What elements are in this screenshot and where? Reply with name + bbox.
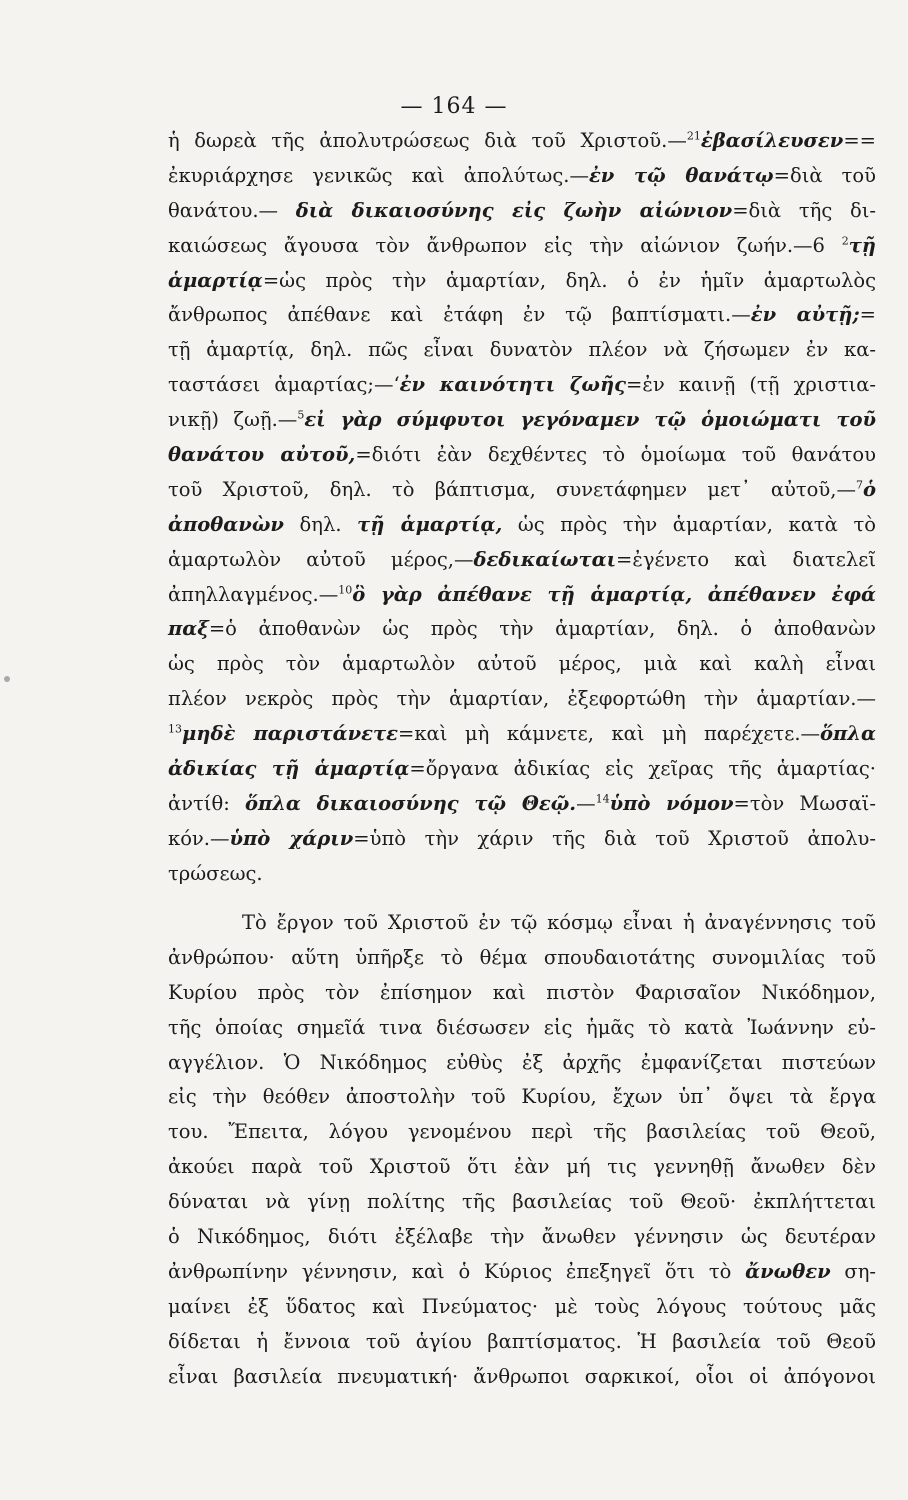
text-run: =καὶ μὴ κάμνετε, καὶ μὴ παρέχετε.— xyxy=(398,722,821,746)
body-line xyxy=(168,1011,876,1046)
emphasized-term: εἰ γὰρ σύμφυτοι γεγόναμεν τῷ ὁμοιώματι τοῦ xyxy=(304,408,876,432)
text-run: =ἐν καινῇ (τῇ χριστια- xyxy=(626,373,876,397)
text-run: == xyxy=(843,129,876,152)
emphasized-term: ὅπλα δικαιοσύνης τῷ Θεῷ. xyxy=(244,791,577,815)
text-run: =διὰ τῆς δι- xyxy=(732,198,876,222)
emphasized-term: ὑπὸ χάριν xyxy=(229,826,354,850)
body-line xyxy=(168,1290,876,1325)
note-line xyxy=(168,543,876,578)
note-line xyxy=(168,229,876,264)
text-run: =διότι ἐὰν δεχθέντες τὸ ὁμοίωμα τοῦ θανάτου xyxy=(355,443,876,467)
text-run: ἀνθρωπίνην γέννησιν, καὶ ὁ Κύριος ἐπεξηγεῖ ὅτι τὸ xyxy=(168,1259,746,1283)
emphasized-term: ὃ γὰρ ἀπέθανε τῇ ἁμαρτίᾳ, ἀπέθανεν ἐφά xyxy=(352,582,876,606)
verse-number: 13 xyxy=(168,722,182,736)
emphasized-term: ἐν αὐτῇ; xyxy=(750,303,860,327)
text-run: καιώσεως ἄγουσα τὸν ἄνθρωπον εἰς τὴν αἰώνιον ζωήν.—6 xyxy=(168,233,842,257)
emphasized-term: παξ xyxy=(168,617,209,641)
note-line xyxy=(168,752,876,787)
text-run: — xyxy=(576,791,596,815)
text-run: εἰς τὴν θεόθεν ἀποστολὴν τοῦ Κυρίου, ἔχων ὑπ᾽ ὄψει τὰ ἔργα xyxy=(168,1085,876,1109)
note-line xyxy=(168,124,876,159)
body-line xyxy=(168,1185,876,1220)
text-run: =διὰ τοῦ xyxy=(773,163,876,187)
verse-number: 21 xyxy=(686,129,701,143)
text-run: ὡς πρὸς τὸν ἁμαρτωλὸν αὐτοῦ μέρος, μιὰ καὶ καλὴ εἶναι xyxy=(168,652,876,676)
text-run: τρώσεως. xyxy=(168,861,263,885)
note-line xyxy=(168,438,876,473)
text-run: =ὡς πρὸς τὴν ἁμαρτίαν, δηλ. ὁ ἐν ἡμῖν ἁμαρτωλὸς xyxy=(262,268,876,292)
note-line xyxy=(168,403,876,438)
text-run: πλέον νεκρὸς πρὸς τὴν ἁμαρτίαν, ἐξεφορτώθη τὴν ἁμαρτίαν.— xyxy=(168,687,876,711)
emphasized-term: ἀδικίας τῇ ἁμαρτίᾳ xyxy=(168,757,410,781)
note-line xyxy=(168,159,876,194)
body-line xyxy=(168,1220,876,1255)
body-line xyxy=(168,1150,876,1185)
note-line xyxy=(168,194,876,229)
text-run: θανάτου.— xyxy=(168,198,296,222)
text-run: ταστάσει ἁμαρτίας;—‘ xyxy=(168,373,400,397)
body-line xyxy=(168,906,876,941)
emphasized-term: ὑπὸ νόμον xyxy=(609,791,734,815)
text-run: αγγέλιον. Ὁ Νικόδημος εὐθὺς ἐξ ἀρχῆς ἐμφανίζεται πιστεύων xyxy=(168,1050,876,1074)
note-line xyxy=(168,264,876,299)
emphasized-term: τῇ ἁμαρτίᾳ, xyxy=(357,512,503,536)
emphasized-term: ἐβασίλευσεν xyxy=(700,129,844,152)
text-run: =ὄργανα ἀδικίας εἰς χεῖρας τῆς ἁμαρτίας· xyxy=(409,757,877,781)
body-line xyxy=(168,1255,876,1290)
body-line xyxy=(168,1325,876,1360)
text-run: Κυρίου πρὸς τὸν ἐπίσημον καὶ πιστὸν Φαρισαῖον Νικόδημον, xyxy=(168,980,876,1004)
body-line xyxy=(168,1360,876,1395)
page-number: — 164 — xyxy=(400,94,508,119)
note-line xyxy=(168,368,876,403)
text-run: = xyxy=(859,303,876,327)
emphasized-term: ὅπλα xyxy=(820,722,876,746)
note-line xyxy=(168,298,876,333)
text-run: τῆς ὁποίας σημεῖά τινα διέσωσεν εἰς ἡμᾶς τὸ κατὰ Ἰωάννην εὐ- xyxy=(168,1015,876,1039)
text-run: ἀνθρώπου· αὕτη ὑπῆρξε τὸ θέμα σπουδαιοτάτης συνομιλίας τοῦ xyxy=(168,945,876,969)
note-line xyxy=(168,717,876,752)
text-run: τοῦ Χριστοῦ, δηλ. τὸ βάπτισμα, συνετάφημεν μετ᾽ αὐτοῦ,— xyxy=(168,477,856,501)
text-run: Τὸ ἔργον τοῦ Χριστοῦ ἐν τῷ κόσμῳ εἶναι ἡ ἀναγέννησις τοῦ xyxy=(242,911,876,934)
text-run: ὡς πρὸς τὴν ἁμαρτίαν, κατὰ τὸ xyxy=(502,512,876,536)
text-run: ση- xyxy=(830,1259,876,1283)
text-run: ἀπηλλαγμένος.— xyxy=(168,582,339,606)
ink-blot xyxy=(4,676,10,682)
note-line xyxy=(168,508,876,543)
body-line xyxy=(168,1046,876,1081)
text-run: =ὁ ἀποθανὼν ὡς πρὸς τὴν ἁμαρτίαν, δηλ. ὁ ἀποθανὼν xyxy=(208,617,876,641)
note-line xyxy=(168,822,876,857)
note-line xyxy=(168,578,876,613)
body-line xyxy=(168,976,876,1011)
emphasized-term: διὰ δικαιοσύνης εἰς ζωὴν αἰώνιον xyxy=(295,198,733,222)
note-line xyxy=(168,857,876,892)
text-run: ἡ δωρεὰ τῆς ἀπολυτρώσεως διὰ τοῦ Χριστοῦ.— xyxy=(168,129,687,152)
text-run: ἐκυριάρχησε γενικῶς καὶ ἀπολύτως.— xyxy=(168,163,589,187)
text-run: εἶναι βασιλεία πνευματική· ἄνθρωποι σαρκικοί, οἷοι οἱ ἀπόγονοι xyxy=(168,1364,876,1388)
emphasized-term: μηδὲ παριστάνετε xyxy=(182,722,399,746)
text-run: =ὑπὸ τὴν χάριν τῆς διὰ τοῦ Χριστοῦ ἀπολυ- xyxy=(353,826,876,850)
emphasized-term: ἁμαρτίᾳ xyxy=(168,268,263,292)
text-run: =ἐγένετο καὶ διατελεῖ xyxy=(616,547,877,571)
emphasized-term: θανάτου αὐτοῦ, xyxy=(168,443,356,467)
emphasized-term: ἀποθανὼν xyxy=(168,512,284,536)
body-line xyxy=(168,1080,876,1115)
verse-number: 2 xyxy=(841,234,849,248)
text-run: μαίνει ἐξ ὕδατος καὶ Πνεύματος· μὲ τοὺς λόγους τούτους μᾶς xyxy=(168,1294,876,1318)
emphasized-term: ἄνωθεν xyxy=(745,1259,831,1283)
text-run: ἀντίθ: xyxy=(168,791,245,815)
text-run: του. Ἔπειτα, λόγου γενομένου περὶ τῆς βασιλείας τοῦ Θεοῦ, xyxy=(168,1120,876,1144)
commentary-notes xyxy=(168,124,876,892)
note-line xyxy=(168,333,876,368)
text-run: ἀκούει παρὰ τοῦ Χριστοῦ ὅτι ἐὰν μή τις γεννηθῇ ἄνωθεν δὲν xyxy=(168,1155,876,1179)
verse-number: 10 xyxy=(338,583,353,597)
emphasized-term: ὁ xyxy=(862,477,876,501)
note-line xyxy=(168,682,876,717)
text-run: δίδεται ἡ ἔννοια τοῦ ἁγίου βαπτίσματος. Ἡ βασιλεία τοῦ Θεοῦ xyxy=(168,1329,876,1353)
emphasized-term: ἐν καινότητι ζωῆς xyxy=(399,373,627,397)
text-run: τῇ ἁμαρτίᾳ, δηλ. πῶς εἶναι δυνατὸν πλέον νὰ ζήσωμεν ἐν κα- xyxy=(168,338,876,362)
body-line xyxy=(168,1115,876,1150)
text-run: ἄνθρωπος ἀπέθανε καὶ ἐτάφη ἐν τῷ βαπτίσματι.— xyxy=(168,303,751,327)
note-line xyxy=(168,473,876,508)
text-run: ἁμαρτωλὸν αὐτοῦ μέρος,— xyxy=(168,547,474,571)
text-run: δηλ. xyxy=(283,512,358,536)
emphasized-term: τῇ xyxy=(848,233,876,257)
note-line xyxy=(168,612,876,647)
verse-number: 5 xyxy=(297,408,305,422)
text-run: νικῇ) ζωῇ.— xyxy=(168,408,298,432)
text-run: =τὸν Μωσαϊ- xyxy=(733,791,876,815)
body-paragraph xyxy=(168,906,876,1394)
note-line xyxy=(168,787,876,822)
verse-number: 7 xyxy=(855,478,863,492)
note-line xyxy=(168,647,876,682)
text-run: ὁ Νικόδημος, διότι ἐξέλαβε τὴν ἄνωθεν γέννησιν ὡς δευτέραν xyxy=(168,1225,876,1249)
text-run: κόν.— xyxy=(168,826,230,850)
text-run: δύναται νὰ γίνῃ πολίτης τῆς βασιλείας τοῦ Θεοῦ· ἐκπλήττεται xyxy=(168,1190,876,1214)
emphasized-term: ἐν τῷ θανάτῳ xyxy=(588,163,774,187)
verse-number: 14 xyxy=(595,792,610,806)
emphasized-term: δεδικαίωται xyxy=(473,547,617,571)
body-line xyxy=(168,941,876,976)
